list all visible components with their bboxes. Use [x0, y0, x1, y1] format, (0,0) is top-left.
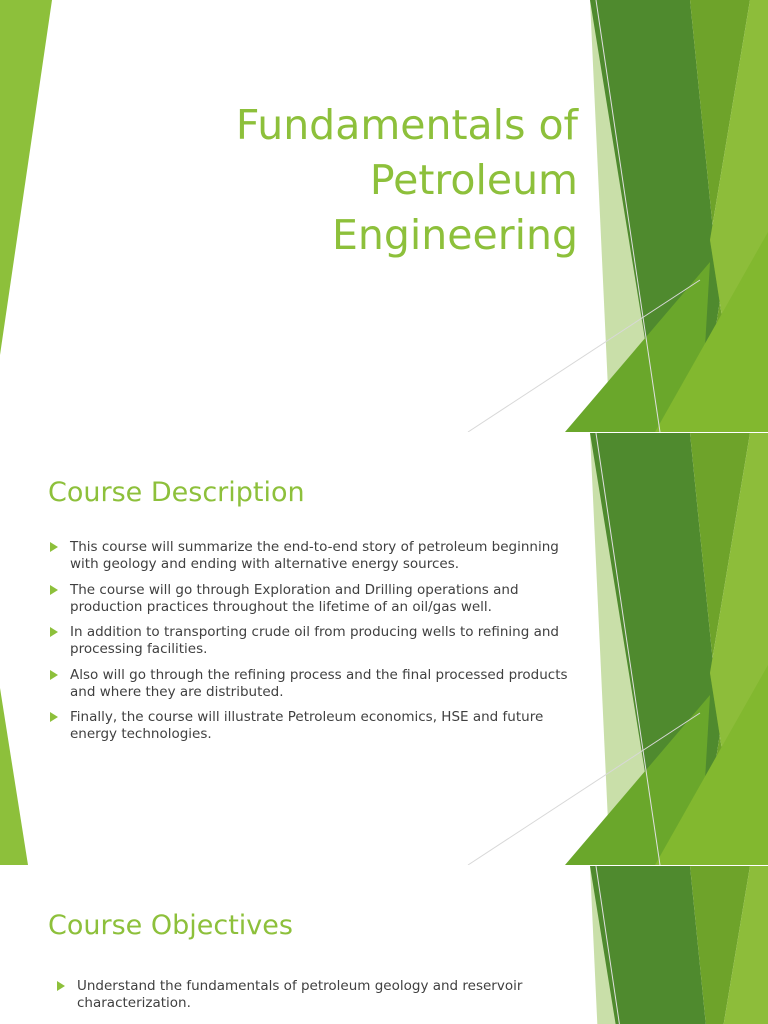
course-description-slide — [0, 433, 768, 865]
list-item-text: Also will go through the refining process and the final processed products and where they are distributed. — [70, 666, 568, 700]
list-item — [48, 582, 578, 616]
bullet-arrow-icon — [50, 542, 58, 552]
list-item-text: In addition to transporting crude oil from producing wells to refining and processing facilities. — [70, 624, 559, 657]
list-item-text: Finally, the course will illustrate Petroleum economics, HSE and future energy technologies. — [70, 709, 544, 742]
title-line-1: Fundamentals of — [235, 101, 578, 149]
bullet-arrow-icon — [57, 981, 65, 991]
list-item — [48, 709, 578, 743]
bullet-arrow-icon — [50, 627, 58, 637]
left-accent-shape — [0, 0, 52, 355]
title-slide — [0, 0, 768, 432]
list-item — [55, 978, 555, 1012]
title-line-2: Petroleum — [369, 156, 578, 204]
bullet-arrow-icon — [50, 670, 58, 680]
slide-title: Course Description — [48, 477, 305, 508]
list-item — [48, 539, 578, 573]
title-line-3: Engineering — [332, 211, 578, 259]
bullet-list — [48, 539, 578, 752]
list-item-text: This course will summarize the end-to-end story of petroleum beginning with geology and ending with alternative energy sources. — [70, 539, 559, 572]
bullet-arrow-icon — [50, 585, 58, 595]
list-item-text: The course will go through Exploration and Drilling operations and production practices throughout the lifetime of an oil/gas well. — [70, 581, 519, 615]
course-objectives-slide — [0, 866, 768, 1024]
left-accent-shape — [0, 688, 28, 865]
list-item — [48, 624, 578, 658]
bullet-arrow-icon — [50, 712, 58, 722]
bullet-list — [55, 978, 555, 1021]
list-item-text: Understand the fundamentals of petroleum geology and reservoir characterization. — [77, 978, 523, 1011]
list-item — [48, 667, 578, 701]
presentation-title — [236, 98, 578, 263]
slide-title: Course Objectives — [48, 910, 293, 941]
